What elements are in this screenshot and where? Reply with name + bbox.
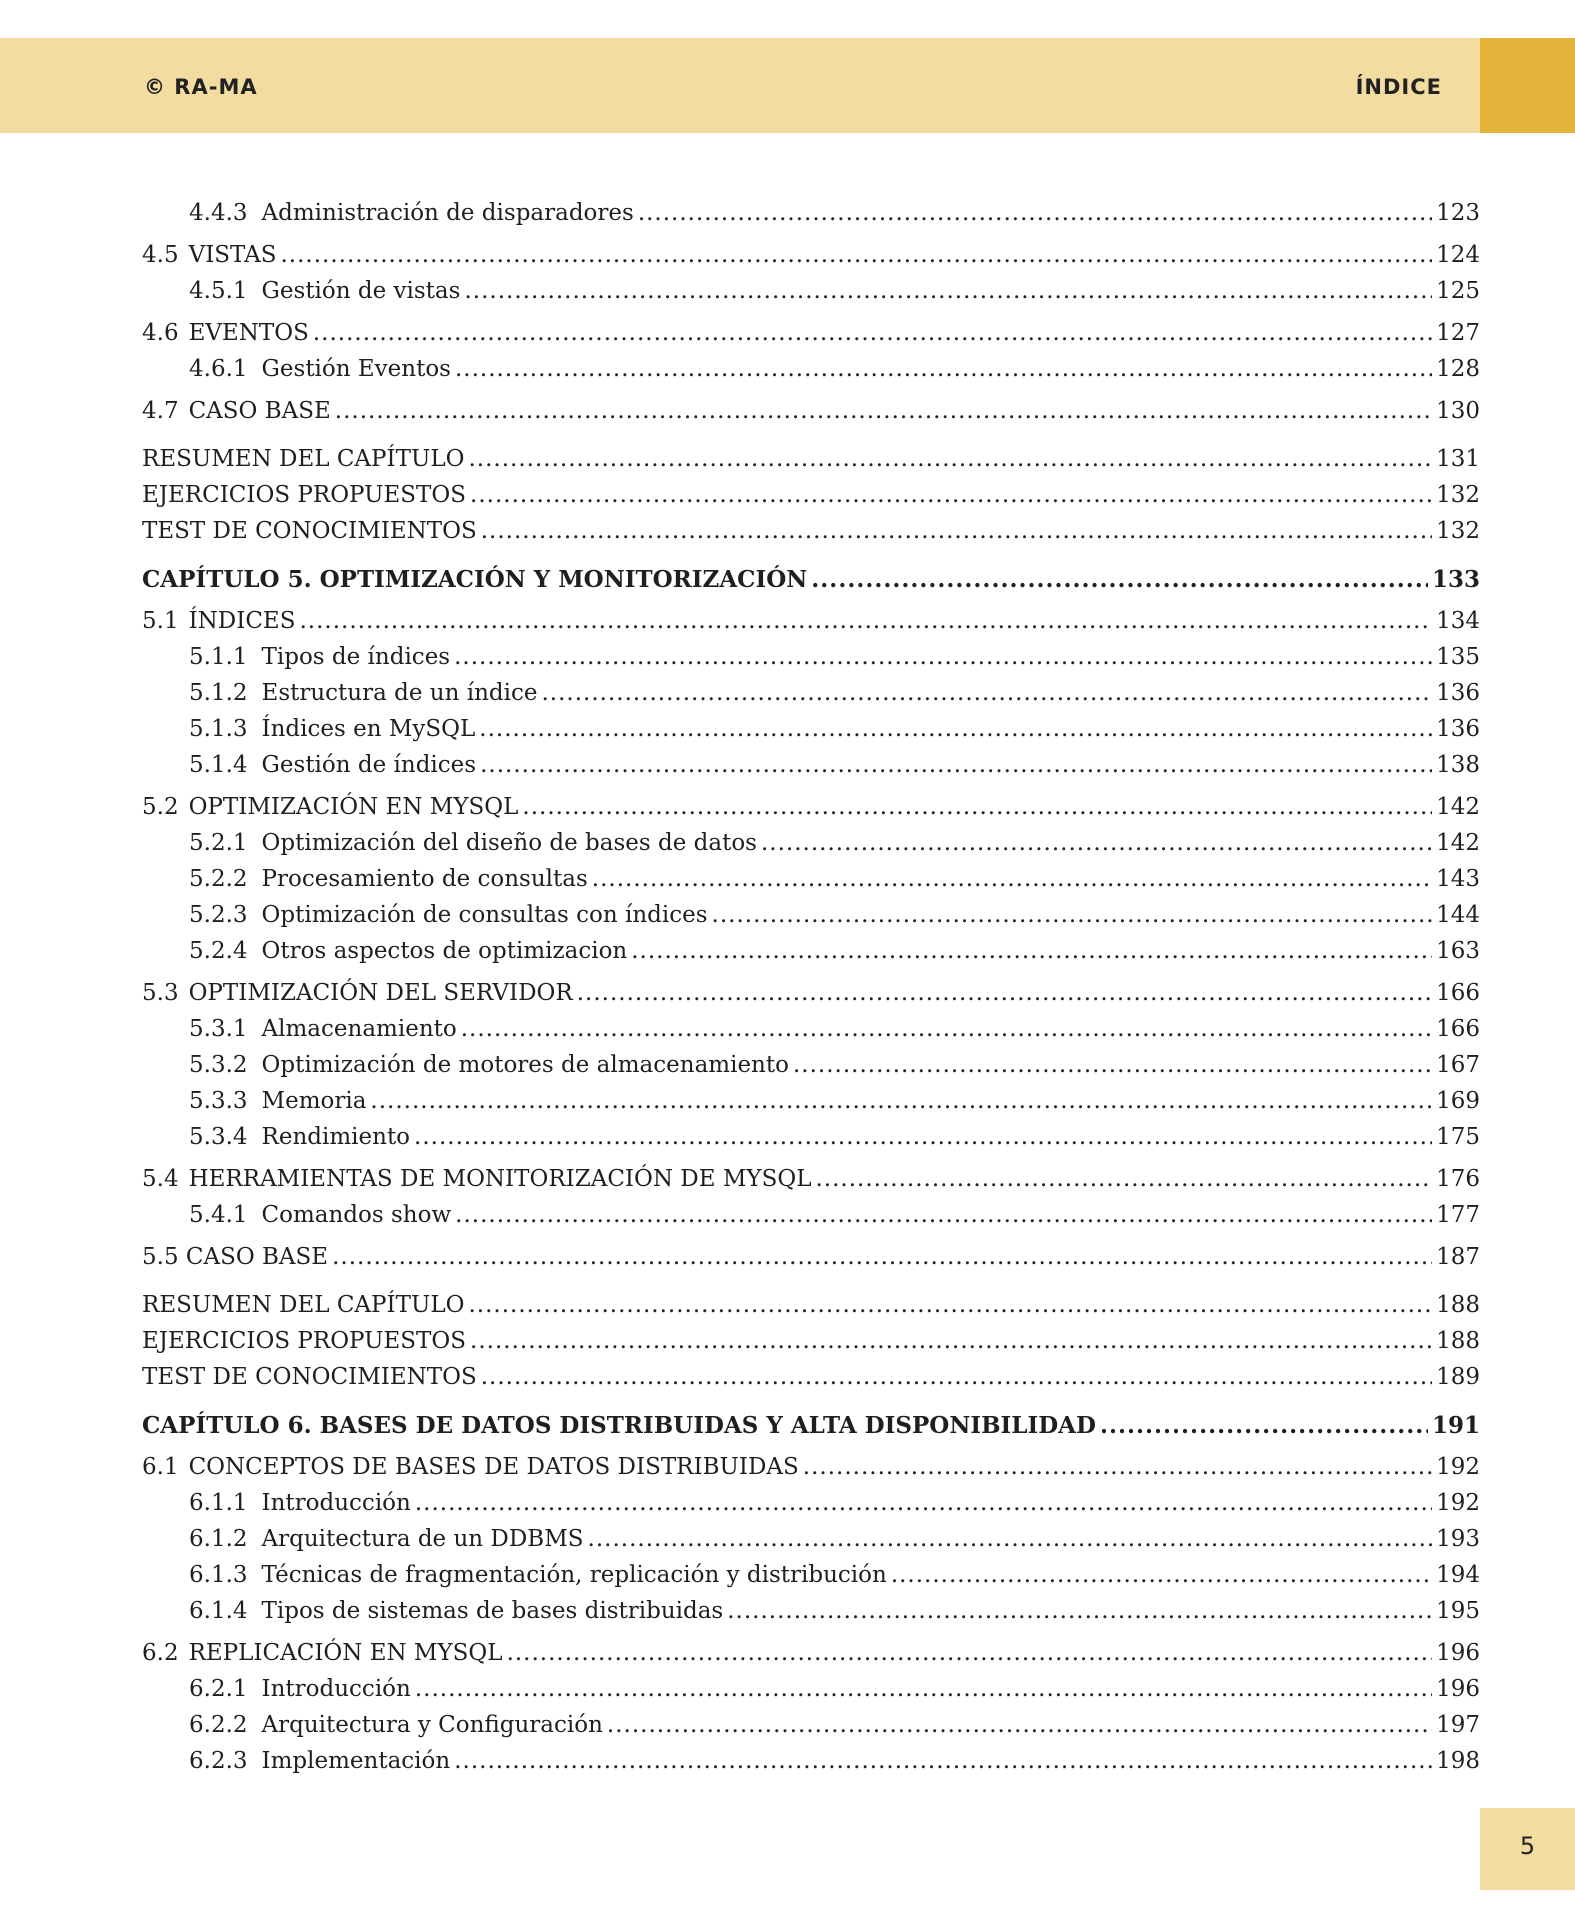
toc-leader-dots — [793, 1052, 1432, 1078]
toc-leader-dots — [811, 566, 1428, 593]
toc-leader-dots — [803, 1454, 1432, 1480]
toc-entry-title: Almacenamiento — [261, 1016, 457, 1042]
toc-entry-number: 5.2.2 — [189, 866, 248, 892]
toc-entry[interactable] — [189, 200, 1480, 230]
publisher-label: © RA-MA — [144, 75, 258, 99]
toc-entry[interactable] — [142, 398, 1480, 428]
toc-entry-title: Tipos de sistemas de bases distribuidas — [261, 1598, 724, 1624]
toc-entry-page: 142 — [1436, 794, 1480, 820]
toc-entry[interactable] — [142, 1244, 1480, 1274]
toc-entry[interactable] — [142, 242, 1480, 272]
toc-entry-page: 127 — [1436, 320, 1480, 346]
toc-entry-title: Introducción — [261, 1490, 411, 1516]
toc-entry-page: 136 — [1436, 680, 1480, 706]
toc-entry-title: Rendimiento — [261, 1124, 411, 1150]
toc-leader-dots — [541, 680, 1432, 706]
toc-leader-dots — [454, 1748, 1432, 1774]
toc-entry-page: 134 — [1436, 608, 1480, 634]
toc-leader-dots — [414, 1124, 1432, 1150]
toc-leader-dots — [577, 980, 1432, 1006]
toc-entry[interactable] — [142, 608, 1480, 638]
toc-entry[interactable] — [189, 1052, 1480, 1082]
toc-entry[interactable] — [142, 1364, 1480, 1394]
toc-entry-number: 4.6.1 — [189, 356, 248, 382]
toc-entry-number: 6.2 — [142, 1640, 179, 1666]
toc-leader-dots — [481, 1364, 1432, 1390]
toc-entry[interactable] — [142, 1328, 1480, 1358]
toc-entry-number: 5.4 — [142, 1166, 179, 1192]
toc-entry-title: EJERCICIOS PROPUESTOS — [142, 1328, 467, 1354]
toc-leader-dots — [607, 1712, 1432, 1738]
toc-entry-page: 194 — [1436, 1562, 1480, 1588]
toc-leader-dots — [588, 1526, 1433, 1552]
toc-entry-title: Memoria — [261, 1088, 367, 1114]
toc-entry[interactable] — [142, 1640, 1480, 1670]
toc-entry-number: 6.2.3 — [189, 1748, 248, 1774]
toc-entry-number: 5.4.1 — [189, 1202, 248, 1228]
toc-entry-title: Comandos show — [261, 1202, 452, 1228]
toc-entry-page: 196 — [1436, 1676, 1480, 1702]
toc-entry-page: 123 — [1436, 200, 1480, 226]
toc-entry[interactable] — [142, 518, 1480, 548]
toc-entry-page: 169 — [1436, 1088, 1480, 1114]
toc-leader-dots — [727, 1598, 1432, 1624]
toc-entry[interactable] — [189, 830, 1480, 860]
toc-entry[interactable] — [142, 794, 1480, 824]
toc-leader-dots — [299, 608, 1432, 634]
toc-entry-title: Gestión Eventos — [261, 356, 451, 382]
toc-entry-number: 4.4.3 — [189, 200, 248, 226]
toc-entry-number: 5.3.2 — [189, 1052, 248, 1078]
toc-entry[interactable] — [189, 1490, 1480, 1520]
toc-entry-page: 143 — [1436, 866, 1480, 892]
toc-chapter-entry[interactable] — [142, 566, 1480, 596]
toc-entry-page: 197 — [1436, 1712, 1480, 1738]
toc-entry[interactable] — [189, 866, 1480, 896]
toc-entry-title: Gestión de vistas — [261, 278, 461, 304]
toc-entry-title: EJERCICIOS PROPUESTOS — [142, 482, 467, 508]
toc-leader-dots — [761, 830, 1432, 856]
toc-entry-title: REPLICACIÓN EN MYSQL — [188, 1640, 503, 1666]
toc-entry-title: Administración de disparadores — [261, 200, 634, 226]
toc-entry-page: 132 — [1436, 482, 1480, 508]
toc-entry-number: 5.3 — [142, 980, 179, 1006]
toc-entry-page: 176 — [1436, 1166, 1480, 1192]
toc-entry-page: 136 — [1436, 716, 1480, 742]
toc-entry-title: 5.5 CASO BASE — [142, 1244, 329, 1270]
toc-entry-title: CASO BASE — [188, 398, 331, 424]
toc-entry[interactable] — [189, 1124, 1480, 1154]
toc-entry-number: 5.1.4 — [189, 752, 248, 778]
toc-leader-dots — [507, 1640, 1433, 1666]
toc-entry[interactable] — [189, 716, 1480, 746]
toc-leader-dots — [712, 902, 1433, 928]
toc-leader-dots — [455, 1202, 1432, 1228]
toc-leader-dots — [415, 1676, 1432, 1702]
toc-entry-page: 131 — [1436, 446, 1480, 472]
toc-entry-number: 5.2.3 — [189, 902, 248, 928]
toc-entry[interactable] — [189, 644, 1480, 674]
toc-entry-page: 192 — [1436, 1490, 1480, 1516]
toc-entry-number: 6.1 — [142, 1454, 179, 1480]
toc-entry-title: RESUMEN DEL CAPÍTULO — [142, 1292, 465, 1318]
toc-entry-title: OPTIMIZACIÓN EN MYSQL — [188, 794, 519, 820]
toc-entry-title: Optimización del diseño de bases de datos — [261, 830, 757, 856]
toc-entry-page: 125 — [1436, 278, 1480, 304]
toc-entry-page: 175 — [1436, 1124, 1480, 1150]
toc-leader-dots — [638, 200, 1432, 226]
toc-entry[interactable] — [189, 1016, 1480, 1046]
toc-entry-title: RESUMEN DEL CAPÍTULO — [142, 446, 465, 472]
toc-entry-page: 142 — [1436, 830, 1480, 856]
section-title: ÍNDICE — [1355, 75, 1442, 99]
toc-leader-dots — [592, 866, 1432, 892]
toc-entry-title: Implementación — [261, 1748, 451, 1774]
toc-entry[interactable] — [142, 320, 1480, 350]
toc-entry-page: 198 — [1436, 1748, 1480, 1774]
toc-leader-dots — [332, 1244, 1432, 1270]
toc-leader-dots — [815, 1166, 1432, 1192]
toc-entry-title: Optimización de consultas con índices — [261, 902, 708, 928]
toc-entry-page: 195 — [1436, 1598, 1480, 1624]
toc-leader-dots — [470, 1328, 1432, 1354]
toc-entry-number: 5.1 — [142, 608, 179, 634]
page-number: 5 — [1519, 1832, 1536, 1860]
toc-entry-page: 189 — [1436, 1364, 1480, 1390]
toc-entry-page: 166 — [1436, 980, 1480, 1006]
toc-entry[interactable] — [189, 278, 1480, 308]
toc-entry-title: ÍNDICES — [188, 608, 296, 634]
toc-entry-title: Optimización de motores de almacenamiento — [261, 1052, 789, 1078]
toc-entry-title: TEST DE CONOCIMIENTOS — [142, 518, 477, 544]
toc-leader-dots — [631, 938, 1432, 964]
toc-entry-number: 6.2.1 — [189, 1676, 248, 1702]
toc-entry[interactable] — [189, 902, 1480, 932]
toc-entry-page: 187 — [1436, 1244, 1480, 1270]
toc-leader-dots — [468, 1292, 1432, 1318]
toc-entry-number: 6.1.4 — [189, 1598, 248, 1624]
toc-entry[interactable] — [142, 1454, 1480, 1484]
toc-entry-page: 124 — [1436, 242, 1480, 268]
toc-entry-page: 130 — [1436, 398, 1480, 424]
toc-leader-dots — [1100, 1412, 1428, 1439]
toc-entry[interactable] — [189, 1712, 1480, 1742]
toc-entry-page: 138 — [1436, 752, 1480, 778]
toc-entry-page: 132 — [1436, 518, 1480, 544]
toc-entry-title: Procesamiento de consultas — [261, 866, 588, 892]
toc-entry-number: 5.2.4 — [189, 938, 248, 964]
toc-leader-dots — [313, 320, 1432, 346]
toc-entry[interactable] — [189, 752, 1480, 782]
toc-chapter-entry[interactable] — [142, 1412, 1480, 1442]
toc-leader-dots — [461, 1016, 1432, 1042]
toc-leader-dots — [481, 518, 1432, 544]
toc-entry-number: 6.1.2 — [189, 1526, 248, 1552]
toc-entry[interactable] — [189, 680, 1480, 710]
toc-entry[interactable] — [142, 446, 1480, 476]
toc-entry[interactable] — [189, 1748, 1480, 1778]
toc-leader-dots — [335, 398, 1432, 424]
toc-entry-number: 5.1.1 — [189, 644, 248, 670]
toc-leader-dots — [370, 1088, 1432, 1114]
toc-entry-title: EVENTOS — [188, 320, 309, 346]
toc-leader-dots — [470, 482, 1432, 508]
toc-entry-number: 6.2.2 — [189, 1712, 248, 1738]
toc-entry-number: 4.5 — [142, 242, 179, 268]
toc-entry[interactable] — [142, 1166, 1480, 1196]
toc-entry-page: 144 — [1436, 902, 1480, 928]
toc-leader-dots — [280, 242, 1432, 268]
toc-entry-title: Tipos de índices — [261, 644, 451, 670]
toc-entry-page: 163 — [1436, 938, 1480, 964]
toc-entry-title: Otros aspectos de optimizacion — [261, 938, 628, 964]
toc-leader-dots — [455, 356, 1432, 382]
toc-entry[interactable] — [189, 1598, 1480, 1628]
toc-entry-page: 188 — [1436, 1328, 1480, 1354]
toc-entry-page: 166 — [1436, 1016, 1480, 1042]
toc-entry[interactable] — [189, 1526, 1480, 1556]
toc-entry-number: 5.2.1 — [189, 830, 248, 856]
toc-entry[interactable] — [189, 356, 1480, 386]
toc-entry-number: 5.3.1 — [189, 1016, 248, 1042]
toc-entry-title: Arquitectura de un DDBMS — [261, 1526, 584, 1552]
toc-entry-title: CAPÍTULO 5. OPTIMIZACIÓN Y MONITORIZACIÓN — [142, 566, 808, 593]
toc-entry-title: Técnicas de fragmentación, replicación y distribución — [261, 1562, 887, 1588]
toc-entry-title: CONCEPTOS DE BASES DE DATOS DISTRIBUIDAS — [188, 1454, 799, 1480]
toc-entry-title: Introducción — [261, 1676, 411, 1702]
toc-entry-page: 193 — [1436, 1526, 1480, 1552]
toc-entry-title: Arquitectura y Configuración — [261, 1712, 603, 1738]
toc-entry-page: 191 — [1431, 1412, 1480, 1439]
toc-entry[interactable] — [142, 1292, 1480, 1322]
toc-leader-dots — [480, 752, 1432, 778]
toc-entry[interactable] — [142, 980, 1480, 1010]
toc-entry-title: Índices en MySQL — [261, 716, 476, 742]
toc-entry-page: 167 — [1436, 1052, 1480, 1078]
toc-entry[interactable] — [189, 1562, 1480, 1592]
toc-entry-page: 177 — [1436, 1202, 1480, 1228]
toc-entry-number: 6.1.3 — [189, 1562, 248, 1588]
toc-entry-number: 4.5.1 — [189, 278, 248, 304]
toc-entry-number: 5.3.3 — [189, 1088, 248, 1114]
toc-leader-dots — [479, 716, 1432, 742]
toc-entry-number: 5.2 — [142, 794, 179, 820]
toc-entry-title: VISTAS — [188, 242, 277, 268]
toc-entry-page: 133 — [1431, 566, 1480, 593]
toc-entry[interactable] — [142, 482, 1480, 512]
toc-leader-dots — [454, 644, 1432, 670]
toc-leader-dots — [464, 278, 1432, 304]
toc-entry-title: TEST DE CONOCIMIENTOS — [142, 1364, 477, 1390]
toc-entry[interactable] — [189, 1676, 1480, 1706]
toc-entry-page: 135 — [1436, 644, 1480, 670]
toc-leader-dots — [415, 1490, 1432, 1516]
toc-entry-page: 196 — [1436, 1640, 1480, 1666]
toc-entry-number: 5.3.4 — [189, 1124, 248, 1150]
toc-entry-number: 4.7 — [142, 398, 179, 424]
toc-entry[interactable] — [189, 1202, 1480, 1232]
toc-entry-number: 4.6 — [142, 320, 179, 346]
toc-entry-title: OPTIMIZACIÓN DEL SERVIDOR — [188, 980, 573, 1006]
toc-entry-number: 5.1.3 — [189, 716, 248, 742]
toc-entry-title: HERRAMIENTAS DE MONITORIZACIÓN DE MYSQL — [188, 1166, 812, 1192]
toc-entry-title: CAPÍTULO 6. BASES DE DATOS DISTRIBUIDAS Y ALTA DISPONIBILIDAD — [142, 1412, 1096, 1439]
toc-entry-number: 6.1.1 — [189, 1490, 248, 1516]
toc-entry[interactable] — [189, 938, 1480, 968]
toc-entry-page: 128 — [1436, 356, 1480, 382]
toc-entry-title: Gestión de índices — [261, 752, 477, 778]
toc-entry-title: Estructura de un índice — [261, 680, 538, 706]
toc-entry-page: 188 — [1436, 1292, 1480, 1318]
toc-leader-dots — [891, 1562, 1432, 1588]
toc-entry-page: 192 — [1436, 1454, 1480, 1480]
toc-entry[interactable] — [189, 1088, 1480, 1118]
toc-leader-dots — [522, 794, 1432, 820]
toc-leader-dots — [468, 446, 1432, 472]
toc-entry-number: 5.1.2 — [189, 680, 248, 706]
